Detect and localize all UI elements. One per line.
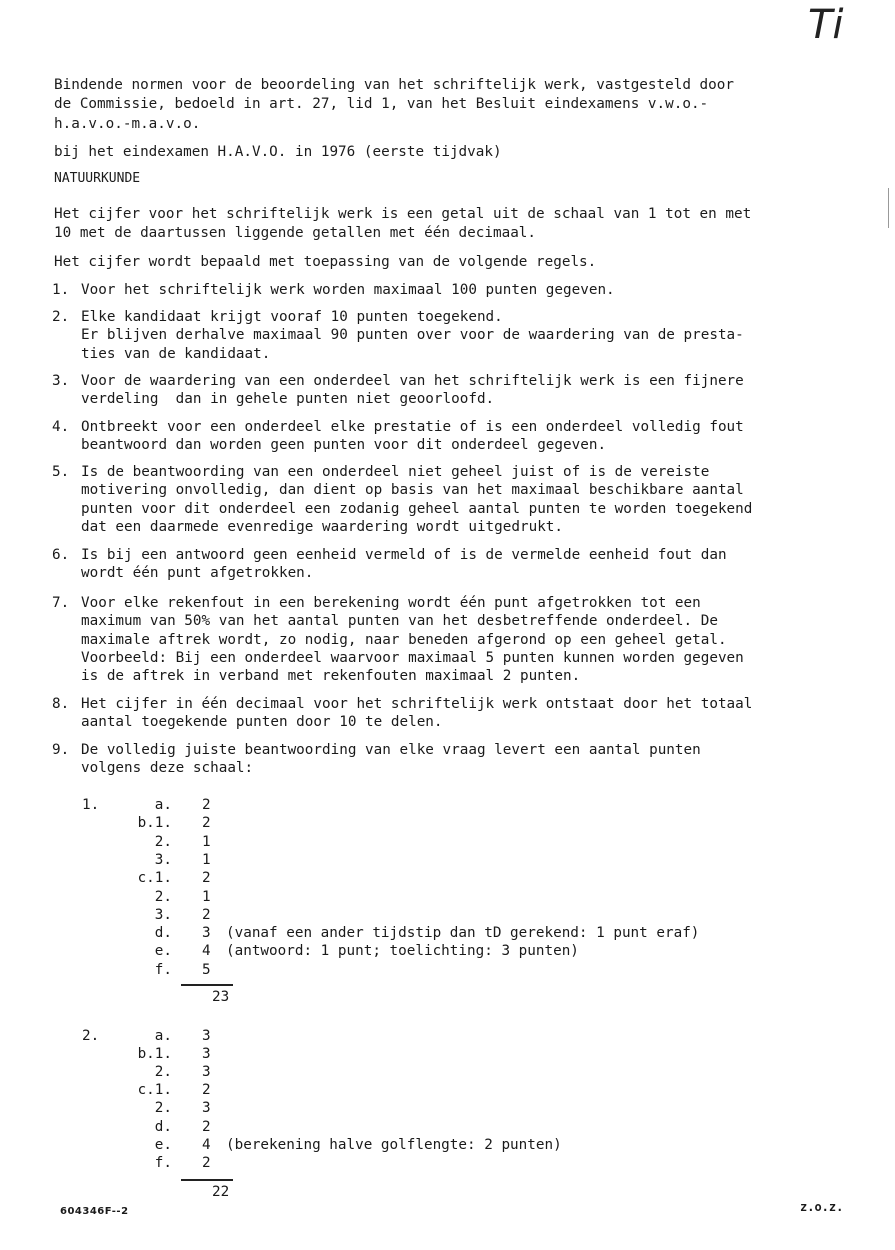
points-value: 1 [202, 888, 211, 905]
rule-text-line: De volledig juiste beantwoording van elke vraag levert een aantal punten [81, 742, 701, 758]
subquestion-label: f. [154, 1154, 172, 1171]
subquestion-label: a. [154, 1028, 172, 1044]
continued-marker: z.o.z. [800, 1200, 844, 1214]
subquestion-label: 3. [154, 851, 172, 868]
rule-text-line: volgens deze schaal: [81, 760, 254, 777]
rule-text-line: Voorbeeld: Bij een onderdeel waarvoor maximaal 5 punten kunnen worden gegeven [81, 649, 744, 666]
rule-number: 7. [52, 595, 70, 611]
subquestion-label: b.1. [137, 1046, 172, 1063]
header-line-2: de Commissie, bedoeld in art. 27, lid 1, van het Besluit eindexamens v.w.o.- [54, 96, 709, 112]
document-code: 604346F--2 [60, 1206, 129, 1217]
intro-paragraph-line-2: 10 met de daartussen liggende getallen met één decimaal. [54, 225, 537, 241]
question-number: 2. [82, 1028, 100, 1044]
rule-text-line: punten voor dit onderdeel een zodanig geheel aantal punten te worden toegekend [81, 500, 753, 517]
points-value: 3 [202, 1064, 211, 1081]
exam-line: bij het eindexamen H.A.V.O. in 1976 (eerste tijdvak) [54, 144, 502, 160]
rule-number: 2. [52, 309, 70, 325]
rule-number: 9. [52, 742, 70, 758]
points-note: (berekening halve golflengte: 2 punten) [226, 1136, 562, 1153]
subquestion-label: a. [154, 797, 172, 813]
points-value: 2 [202, 1154, 211, 1171]
rule-text-line: Is bij een antwoord geen eenheid vermeld of is de vermelde eenheid fout dan [81, 547, 727, 563]
rule-text-line: Ontbreekt voor een onderdeel elke prestatie of is een onderdeel volledig fout [81, 419, 744, 435]
points-value: 2 [202, 1082, 211, 1099]
points-value: 2 [202, 870, 211, 887]
subquestion-label: e. [154, 1136, 172, 1153]
rule-text-line: motivering onvolledig, dan dient op basis van het maximaal beschikbare aantal [81, 482, 744, 499]
subquestion-label: d. [154, 925, 172, 942]
points-value: 3 [202, 1028, 211, 1044]
points-note: (vanaf een ander tijdstip dan tD gerekend: 1 punt eraf) [226, 925, 700, 942]
rule-text-line: dat een daarmede evenredige waardering wordt uitgedrukt. [81, 518, 564, 535]
subquestion-label: 3. [154, 906, 172, 923]
header-line-1: Bindende normen voor de beoordeling van het schriftelijk werk, vastgesteld door [54, 77, 734, 93]
subquestion-label: c.1. [137, 870, 172, 887]
subquestion-label: 2. [154, 1064, 172, 1081]
points-value: 5 [202, 961, 211, 978]
rule-text-line: Is de beantwoording van een onderdeel niet geheel juist of is de vereiste [81, 464, 710, 480]
points-total: 22 [212, 1184, 230, 1200]
rule-text-line: Er blijven derhalve maximaal 90 punten over voor de waardering van de presta- [81, 327, 744, 344]
rule-text-line: Voor de waardering van een onderdeel van het schriftelijk werk is een fijnere [81, 373, 744, 389]
subquestion-label: f. [154, 961, 172, 978]
subquestion-label: c.1. [137, 1082, 172, 1099]
points-total: 23 [212, 989, 230, 1005]
rule-text-line: Voor het schriftelijk werk worden maximaal 100 punten gegeven. [81, 282, 615, 298]
rule-number: 1. [52, 282, 70, 298]
points-value: 4 [202, 1136, 211, 1153]
rule-text-line: beantwoord dan worden geen punten voor dit onderdeel gegeven. [81, 437, 607, 454]
rule-number: 3. [52, 373, 70, 389]
points-value: 3 [202, 1046, 211, 1063]
rule-text-line: Elke kandidaat krijgt vooraf 10 punten toegekend. [81, 309, 503, 325]
subquestion-label: e. [154, 943, 172, 960]
points-value: 2 [202, 815, 211, 832]
points-value: 3 [202, 1100, 211, 1117]
points-value: 2 [202, 906, 211, 923]
rule-text-line: is de aftrek in verband met rekenfouten maximaal 2 punten. [81, 668, 581, 685]
points-value: 4 [202, 943, 211, 960]
corner-handwritten-mark: Ti [808, 2, 844, 48]
rule-text-line: aantal toegekende punten door 10 te delen. [81, 714, 443, 731]
points-value: 3 [202, 925, 211, 942]
subquestion-label: 2. [154, 1100, 172, 1117]
points-value: 1 [202, 833, 211, 850]
subquestion-label: 2. [154, 888, 172, 905]
intro-paragraph-2: Het cijfer wordt bepaald met toepassing van de volgende regels. [54, 254, 597, 270]
subquestion-label: d. [154, 1118, 172, 1135]
rule-text-line: maximale aftrek wordt, zo nodig, naar beneden afgerond op een geheel getal. [81, 631, 727, 648]
rule-text-line: Het cijfer in één decimaal voor het schriftelijk werk ontstaat door het totaal [81, 696, 753, 712]
margin-mark [888, 188, 889, 228]
total-rule [181, 1179, 233, 1181]
intro-paragraph-line-1: Het cijfer voor het schriftelijk werk is een getal uit de schaal van 1 tot en met [54, 206, 752, 222]
points-value: 2 [202, 1118, 211, 1135]
rule-number: 5. [52, 464, 70, 480]
rule-number: 4. [52, 419, 70, 435]
header-line-3: h.a.v.o.-m.a.v.o. [54, 116, 201, 132]
subquestion-label: b.1. [137, 815, 172, 832]
total-rule [181, 984, 233, 986]
rule-text-line: ties van de kandidaat. [81, 345, 271, 362]
rule-number: 8. [52, 696, 70, 712]
rule-number: 6. [52, 547, 70, 563]
rule-text-line: wordt één punt afgetrokken. [81, 565, 314, 582]
subquestion-label: 2. [154, 833, 172, 850]
points-note: (antwoord: 1 punt; toelichting: 3 punten) [226, 943, 579, 960]
question-number: 1. [82, 797, 100, 813]
rule-text-line: Voor elke rekenfout in een berekening wordt één punt afgetrokken tot een [81, 595, 701, 611]
rule-text-line: verdeling dan in gehele punten niet geoorloofd. [81, 391, 495, 408]
points-value: 2 [202, 797, 211, 813]
rule-text-line: maximum van 50% van het aantal punten van het desbetreffende onderdeel. De [81, 613, 718, 630]
subject-title: NATUURKUNDE [54, 171, 141, 186]
points-value: 1 [202, 851, 211, 868]
